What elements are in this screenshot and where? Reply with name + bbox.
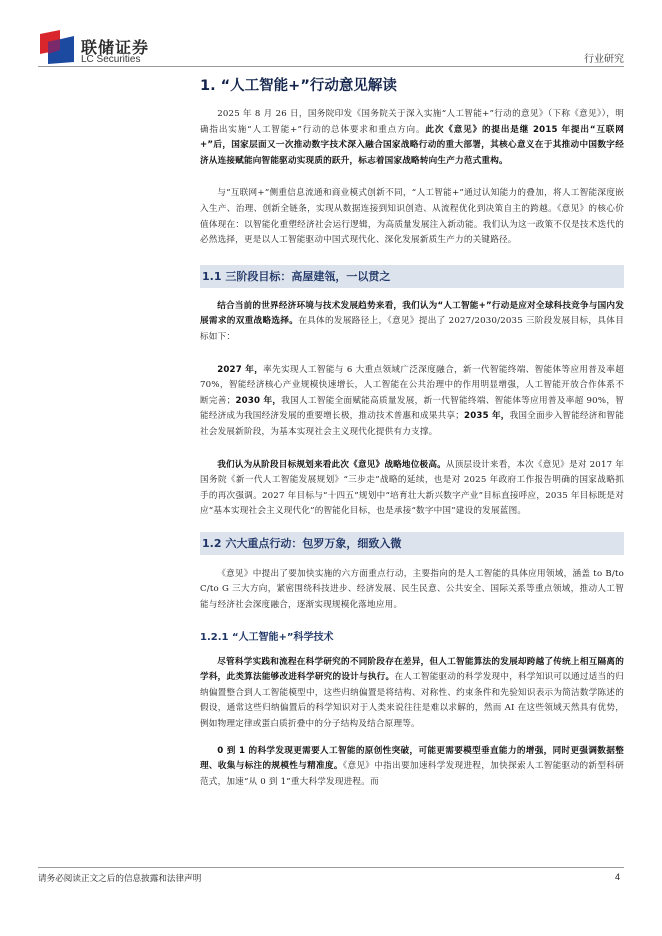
header-divider [38,66,624,67]
subsection-title-1-1: 1.1 三阶段目标：高屋建瓴，一以贯之 [200,265,624,288]
report-category: 行业研究 [584,54,624,65]
main-content [200,72,624,790]
target-2035-text: 我国全面步入智能经济和智能社会发展新阶段，为基本实现社会主义现代化提供有力支撑。 [200,411,624,437]
lc-securities-logo-icon [38,28,76,66]
target-2035-label: 2035 年， [464,411,510,422]
paragraph-emphasis: 此次《意见》的提出是继 2015 年提出“互联网+”后，国家层面又一次推动数字技术深入融合国家战略行动的重大部署，其核心意义在于其推动中国数字经济从连接赋能向智能驱动实现质的跃升，标志着国家战略转向生产力范式重构。 [200,124,624,166]
paragraph-text: 《意见》中指出要加速科学发现进程，加快探索人工智能驱动的新型科研范式，加速“从 0 到 1”重大科学发现进程。而 [200,761,624,787]
legal-disclaimer: 请务必阅读正文之后的信息披露和法律声明 [38,874,202,884]
paragraph-emphasis: 结合当前的世界经济环境与技术发展趋势来看，我们认为“人工智能+”行动是应对全球科技竞争与国内发展需求的双重战略选择。 [200,300,624,327]
paragraph-text: 2025 年 8 月 26 日，国务院印发《国务院关于深入实施“人工智能+”行动的意见》（下称《意见》），明确指出实施“人工智能+”行动的总体要求和重点方向。 [200,109,624,135]
paragraph-emphasis: 我们认为从阶段目标规划来看此次《意见》战略地位极高。 [217,459,446,470]
brand-name-en: LC Securities [81,54,141,65]
paragraph-text: 从顶层设计来看，本次《意见》是对 2017 年国务院《新一代人工智能发展规划》“三步走”战略的延续，也是对 2025 年政府工作报告明确的国家战略抓手的再次强调。2027 年目标与“十四五”规划中“培育壮大新兴数字产业”目标直接呼应，2035 年目标既是对应“基本实现社会主义现代化”的智能化目标，也是承接“数字中国”建设的发展蓝图。 [200,459,625,517]
paragraph-strategy [200,299,624,346]
paragraph-intro [200,107,624,169]
paragraph-text: 在人工智能驱动的科学发现中，科学知识可以通过适当的归纳偏置整合到人工智能模型中，这些归纳偏置是将结构、对称性、约束条件和先验知识表示为简洁数学陈述的假设，通常这些归纳偏置后的科学知识对于人类来说往往是难以求解的，然而 AI 在这些领域天然具有优势，例如物理定律或蛋白质折叠中的分子结构及结合原理等。 [200,672,625,730]
paragraph-strategic-position [200,458,624,520]
footer-divider [38,867,624,868]
target-2027-label: 2027 年， [217,364,264,375]
paragraph-targets [200,363,624,441]
page-number: 4 [614,872,620,882]
target-2030-text: 我国人工智能全面赋能高质量发展，新一代智能终端、智能体等应用普及率超 90%，智能经济成为我国经济发展的重要增长极，推动技术普惠和成果共享； [200,395,624,422]
paragraph-emphasis: 尽管科学实践和流程在科学研究的不同阶段存在差异，但人工智能算法的发展却跨越了传统上相互隔离的学科，此类算法能够改进科学研究的设计与执行。 [200,656,624,683]
target-2027-text: 率先实现人工智能与 6 大重点领域广泛深度融合，新一代智能终端、智能体等应用普及率超 70%，智能经济核心产业规模快速增长，人工智能在公共治理中的作用明显增强，人工智能开放合作体系不断完善； [200,364,624,406]
paragraph-text: 在具体的发展路径上，《意见》提出了 2027/2030/2035 三阶段发展目标，具体目标如下： [200,316,624,342]
section-title: 1. “人工智能+”行动意见解读 [200,78,397,94]
subsection-title-1-2-1: 1.2.1 “人工智能+”科学技术 [200,631,334,643]
paragraph-six-actions: 《意见》中提出了要加快实施的六方面重点行动，主要指向的是人工智能的具体应用领域，涵盖 to B/to C/to G 三大方向，紧密围绕科技进步、经济发展、民生民意、公共安全、国际关系等重点领域，推动人工智能与经济社会深度融合，逐渐实现规模化落地应用。 [200,568,624,611]
target-2030-label: 2030 年， [235,395,282,406]
paragraph-emphasis: 0 到 1 的科学发现更需要人工智能的原创性突破，可能更需要模型垂直能力的增强，同时更强调数据整理、收集与标注的规模性与精准度。 [200,745,624,772]
subsection-title-1-2: 1.2 六大重点行动：包罗万象，细致入微 [200,532,624,555]
paragraph-comparison: 与“互联网+”侧重信息流通和商业模式创新不同，“人工智能+”通过认知能力的叠加，将人工智能深度嵌入生产、治理、创新全链条，实现从数据连接到知识创造、从流程优化到决策自主的跨越。《意见》的核心价值体现在：以智能化重塑经济社会运行逻辑，为高质量发展注入新动能。我们认为这一政策不仅是技术迭代的必然选择，更是以人工智能驱动中国式现代化、深化发展新质生产力的关键路径。 [200,188,624,246]
brand-name-cn: 联储证券 [81,38,150,57]
page-header [0,0,662,70]
paragraph-ai-science [200,655,624,733]
paragraph-zero-to-one [200,744,624,791]
